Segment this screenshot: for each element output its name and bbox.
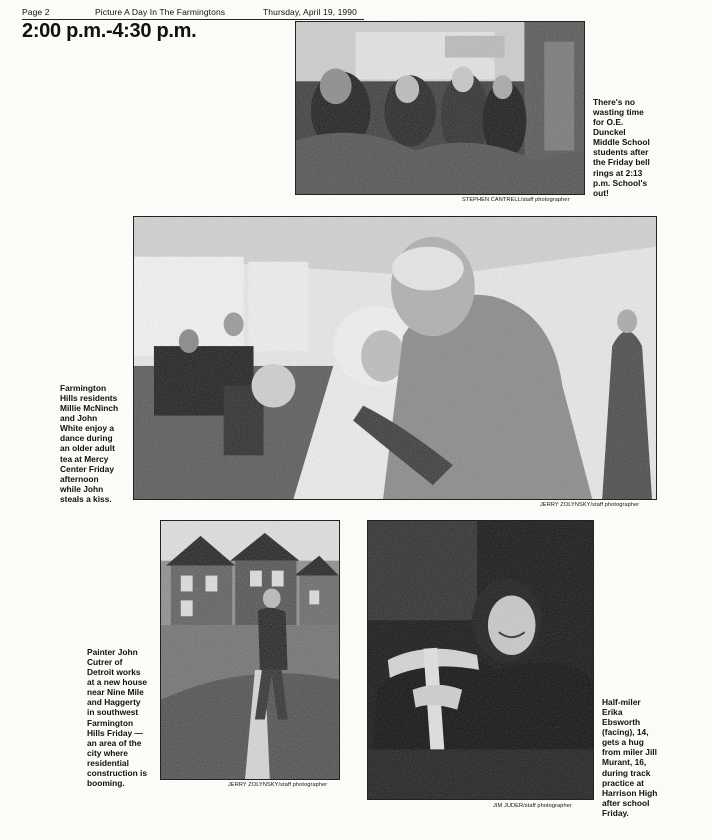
photo-track-hug	[367, 520, 594, 800]
photo-caption: Painter John Cutrer of Detroit works at a new house near Nine Mile and Haggerty in southwest Farmington Hills Friday — an area of the city where residential construction is booming.	[87, 647, 148, 789]
photo-caption: There's no wasting time for O.E. Dunckel Middle School students after the Friday bell rings at 2:13 p.m. School's out!	[593, 97, 650, 198]
photo-credit: JIM JUDER/staff photographer	[493, 803, 572, 809]
photo-students-leaving-school	[295, 21, 585, 195]
photo-painter-new-house	[160, 520, 340, 780]
photo-credit: JERRY ZOLYNSKY/staff photographer	[540, 502, 640, 508]
photo-caption: Farmington Hills residents Millie McNinch and John White enjoy a dance during an older adult tea at Mercy Center Friday afternoon while John steals a kiss.	[60, 383, 119, 504]
page-headline: 2:00 p.m.-4:30 p.m.	[22, 20, 197, 42]
photo-caption: Half-miler Erika Ebsworth (facing), 14, gets a hug from miler Jill Murant, 16, during track practice at Harrison High after school Friday.	[602, 697, 658, 818]
photo-credit: STEPHEN CANTRELL/staff photographer	[462, 197, 570, 203]
page-number: Page 2	[22, 7, 50, 17]
photo-credit: JERRY ZOLYNSKY/staff photographer	[228, 782, 328, 788]
publication-date: Thursday, April 19, 1990	[263, 7, 357, 17]
photo-couple-dancing	[133, 216, 657, 500]
section-title: Picture A Day In The Farmingtons	[95, 7, 226, 17]
